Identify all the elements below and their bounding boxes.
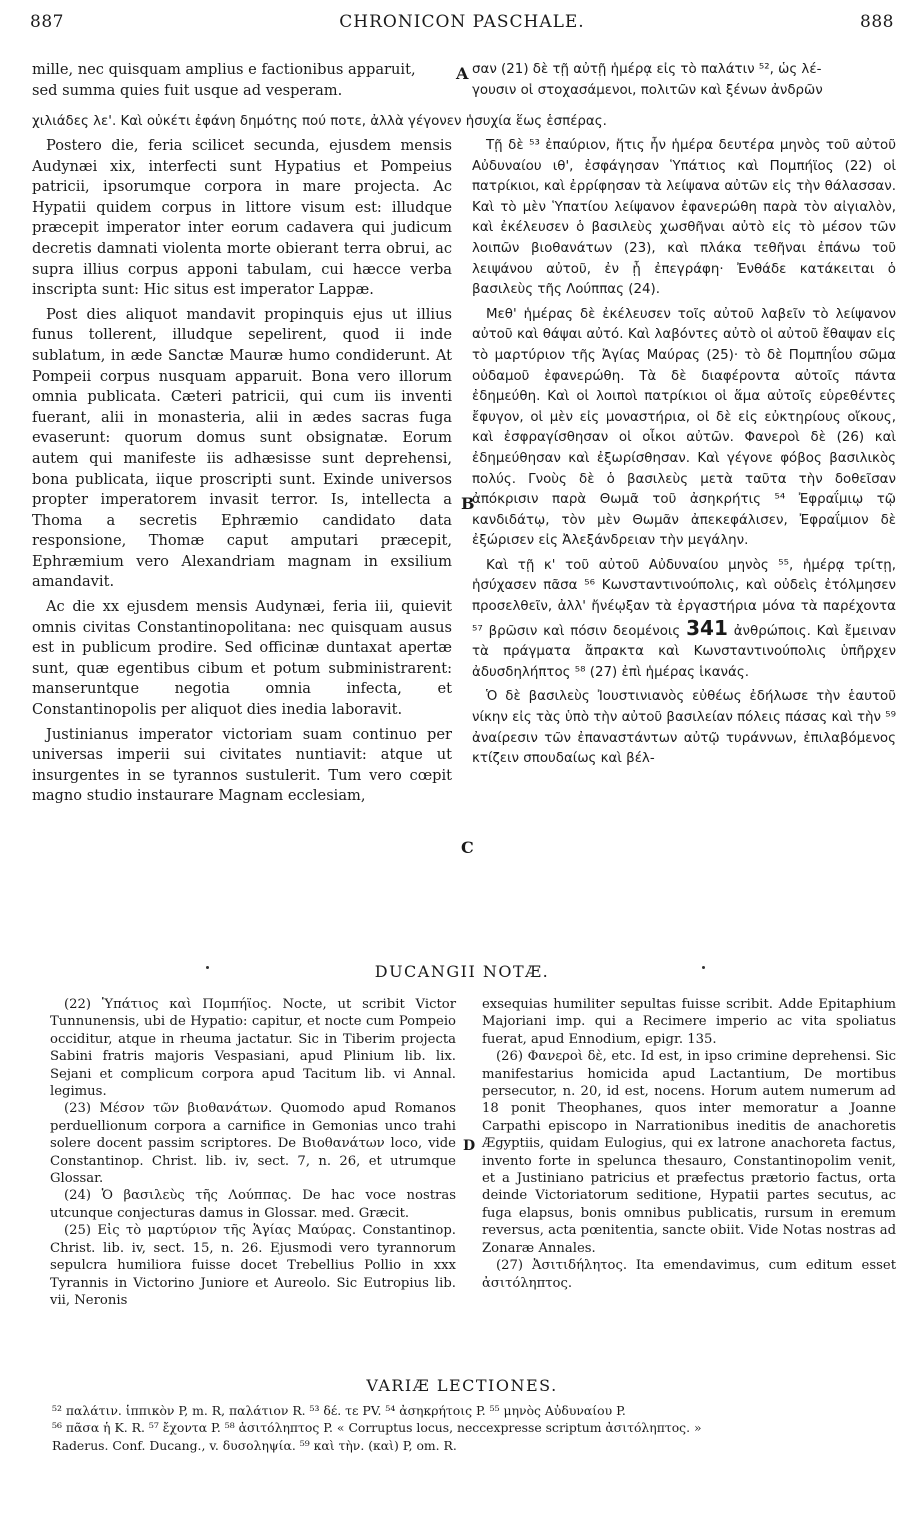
note-paragraph: (26) Φανεροὶ δὲ, etc. Id est, in ipso crimine deprehensi. Sic manifestarius homicida apud Lactantium, De mortibus persecutor, n. 20, id est, nocens. Horum autem numerum ad 18 ponit Theophanes, quos inter memoratur a Joanne Carpathi episcopo in Narrationibus ineditis de anachoretis Ægyptiis, quidam Eulogius, qui ex latrone anachoreta factus, invento forte in spelunca thesauro, Constantinopolim venit, et a Justiniano patricius et præfectus prætorio factus, orta deinde Victoriatorum seditione, Hypatii partes secutus, ac fuga elapsus, bonis omnibus publicatis, rursum in eremum reversus, acta pœnitentia, sancte obiit. Vide Notas nostras ad Zonaræ Annales. — [482, 1049, 897, 1256]
greek-line: γουσιν οἱ στοχασάμενοι, πολιτῶν καὶ ξένων ἀνδρῶν — [472, 82, 823, 98]
greek-paragraph — [472, 556, 896, 684]
variae-line: Raderus. Conf. Ducang., v. δυσοληψία. ⁵⁹ καὶ τὴν. (καὶ) P, om. R. — [52, 1437, 457, 1453]
variae-line: ⁵² παλάτιν. ἱππικὸν P, m. R, παλάτιον R. ⁵³ δέ. τε PV. ⁵⁴ ἀσηκρήτοις P. ⁵⁵ μηνὸς Αὐδυναίου P. — [52, 1403, 626, 1418]
greek-paragraph: Μεθ' ἡμέρας δὲ ἐκέλευσεν τοῖς αὐτοῦ λαβεῖν τὸ λείψανον αὐτοῦ καὶ θάψαι αὐτό. Καὶ λαβόντες αὐτὸ οἱ αὐτοῦ ἔθαψαν εἰς τὸ μαρτύριον τῆς Ἁγίας Μαύρας (25)· τὸ δὲ Πομπηΐου σῶμα οὐδαμοῦ ἐφανερώθη. Τὰ δὲ διαφέροντα αὐτοῖς πάντα ἐδημεύθη. Καὶ οἱ λοιποὶ πατρίκιοι οἱ ἅμα αὐτοῖς εὑρεθέντες ἔφυγον, οἱ μὲν εἰς μοναστήρια, οἱ δὲ εἰς εὐκτηρίους οἴκους, καὶ ἐσφραγίσθησαν οἱ οἶκοι αὐτῶν. Φανεροὶ δὲ (26) καὶ ἐδημεύθησαν καὶ ἐξωρίσθησαν. Καὶ γέγονε φόβος βασιλικὸς πολύς. Γνοὺς δὲ ὁ βασιλεὺς μετὰ ταῦτα τὴν δοθεῖσαν ἀπόκρισιν παρὰ Θωμᾶ τοῦ ἀσηκρήτις ⁵⁴ Ἐφραΐμιῳ τῷ κανδιδάτῳ, τὸν μὲν Θωμᾶν ἀπεκεφάλισεν, Ἐφραΐμιον δὲ ἐξώρισεν εἰς Ἀλεξάνδρειαν τὴν μεγάλην. — [472, 306, 896, 549]
note-paragraph: exsequias humiliter sepultas fuisse scribit. Adde Epitaphium Majoriani imp. qui a Recimere imperio ac vita spoliatus fuerat, apud Ennodium, epigr. 135. — [482, 997, 896, 1047]
variae-title: VARIÆ LECTIONES. — [366, 1376, 558, 1395]
greek-spanning-line: χιλιάδες λε'. Καὶ οὐκέτι ἐφάνη δημότης πού ποτε, ἀλλὰ γέγονεν ἡσυχία ἕως ἑσπέρας. — [32, 114, 607, 129]
page-title: CHRONICON PASCHALE. — [339, 12, 585, 32]
margin-letter-c: C — [461, 838, 474, 857]
greek-paragraph: Τῇ δὲ ⁵³ ἐπαύριον, ἥτις ἦν ἡμέρα δευτέρα μηνὸς τοῦ αὐτοῦ Αὐδυναίου ιθ', ἐσφάγησαν Ὑπάτιος καὶ Πομπήϊος (22) οἱ πατρίκιοι, καὶ ἐρρίφησαν τὰ λείψανα αὐτῶν εἰς τὴν θάλασσαν. Καὶ τὸ μὲν Ὑπατίου λείψανον ἐφανερώθη παρὰ τὸν αἰγιαλὸν, καὶ ἐκέλευσεν ὁ βασιλεὺς χωσθῆναι αὐτὸ εἰς τὸ μέσον τῶν λοιπῶν βιοθανάτων (23), καὶ πλάκα τεθῆναι ἐπάνω τοῦ λειψάνου αὐτοῦ, ἐν ᾗ ἐπεγράφη· Ἐνθάδε κατάκειται ὁ βασιλεὺς τῆς Λούππας (24). — [472, 138, 896, 298]
notes-title: DUCANGII NOTÆ. — [374, 962, 550, 981]
note-paragraph: (25) Εἰς τὸ μαρτύριον τῆς Ἁγίας Μαύρας. Constantinop. Christ. lib. iv, sect. 15, n. 26. Ejusmodi vero tyrannorum sepulcra humiliora fuisse docet Trebellius Pollio in xxx Tyrannis in Victorino Juniore et Aureolo. Sic Eutropius lib. vii, Neronis — [50, 1223, 456, 1308]
margin-letter-b: B — [461, 494, 475, 513]
variae-line: ⁵⁶ πᾶσα ἡ K. R. ⁵⁷ ἔχοντα P. ⁵⁸ ἀσιτόληπτος P. « Corruptus locus, neccexpresse scriptum ἀσιτόληπτος. » — [52, 1420, 702, 1436]
latin-paragraph: Postero die, feria scilicet secunda, ejusdem mensis Audynæi xix, interfecti sunt Hypatius et Pompeius patricii, ipsorumque corpora in mare projecta. Ac Hypatii quidem corpus in littore visum est: illudque præcepit imperator inter eorum cadavera qui judicum decretis damnati violenta morte obierant terra obrui, ac supra illius corpus apponi tabulam, cui hæcce verba inscripta sunt: Hic situs est imperator Lappæ. — [32, 137, 452, 299]
notes-right-column — [482, 996, 896, 1292]
latin-column — [32, 136, 452, 811]
variae-lectiones — [52, 1402, 894, 1454]
margin-letter-a: A — [456, 64, 469, 83]
margin-letter-d: D — [463, 1138, 476, 1154]
latin-paragraph: Justinianus imperator victoriam suam continuo per universas imperii sui civitates nuntiavit: atque ut insurgentes in se tyrannos sustulerit. Tum vero cœpit magno studio instaurare Magnam ecclesiam, — [32, 725, 452, 805]
note-paragraph: (27) Ἀσιτιδήλητος. Ita emendavimus, cum editum esset ἀσιτόληπτος. — [482, 1258, 896, 1291]
latin-line: sed summa quies fuit usque ad vesperam. — [32, 81, 343, 99]
greek-line: σαν (21) δὲ τῇ αὐτῇ ἡμέρᾳ εἰς τὸ παλάτιν ⁵², ὡς λέ- — [472, 62, 822, 77]
greek-column-top — [472, 60, 896, 105]
latin-line: mille, nec quisquam amplius e factionibus apparuit, — [32, 61, 416, 78]
page-number-left: 887 — [30, 12, 64, 32]
note-paragraph: (22) Ὑπάτιος καὶ Πομπήϊος. Nocte, ut scribit Victor Tunnunensis, ubi de Hypatio: capitur, et nocte cum Pompeio occiditur, atque in rheuma jactatur. Sic in Tiberim projecta Sabini fratris majoris Vespasiani, apud Plinium lib. lix. Sejani et complicum corpora apud Tacitum lib. vi Annal. legimus. — [50, 997, 456, 1100]
latin-paragraph: Post dies aliquot mandavit propinquis ejus ut illius funus tollerent, illudque sepelirent, quod ii inde sublatum, in æde Sanctæ Mauræ humo condiderunt. At Pompeii corpus nusquam apparuit. Bona vero illorum omnia publicata. Cæteri patricii, qui cum iis inventi fuerant, alii in monasteria, alii in ædes sacras fuga evaserunt: quorum domus sunt obsignatæ. Eorum autem qui manifeste iis adhæsisse sunt deprehensi, bona publicata, iique proscripti sunt. Exinde universos propter imperatorem invasit terror. Is, intellecta a Thoma a secretis Ephræmio candidato data responsione, Thomæ caput amputari præcepit, Ephræmium vero Alexandriam magnam in exsilium amandavit. — [32, 305, 452, 591]
running-header — [30, 12, 894, 38]
latin-column-top — [32, 60, 452, 105]
page-number-right: 888 — [860, 12, 894, 32]
folio-number: 341 — [686, 615, 728, 640]
greek-text: ἀνθρώποις. Καὶ ἔμειναν τὰ πράγματα ἄπρακτα καὶ Κωνσταντινούπολις ὑπῆρχεν ἀδυσδηλήπτος ⁵⁸ (27) ἐπὶ ἡμέρας ἱκανάς. — [472, 623, 896, 680]
greek-paragraph: Ὁ δὲ βασιλεὺς Ἰουστινιανὸς εὐθέως ἐδήλωσε τὴν ἑαυτοῦ νίκην εἰς τὰς ὑπὸ τὴν αὐτοῦ βασιλείαν πόλεις πάσας καὶ τὴν ⁵⁹ ἀναίρεσιν τῶν ἐπαναστάντων αὐτῷ τυράννων, ἐπιλαβόμενος κτίζειν σπουδαίως καὶ βέλ- — [472, 689, 896, 767]
latin-paragraph: Ac die xx ejusdem mensis Audynæi, feria iii, quievit omnis civitas Constantinopolitana: nec quisquam ausus est in publicum prodire. Sed officinæ duntaxat apertæ sunt, quæ egentibus cibum et potum subministrarent: manseruntque negotia omnia infecta, et Constantinopolis per aliquot dies inedia laboravit. — [32, 598, 452, 719]
note-paragraph: (23) Μέσον τῶν βιοθανάτων. Quomodo apud Romanos perduellionum corpora a carnifice in Gemonias unco trahi solere docent passim scriptores. De Βιοθανάτων loco, vide Constantinop. Christ. lib. iv, sect. 7, n. 26, et utrumque Glossar. — [50, 1101, 456, 1187]
greek-text: Καὶ τῇ κ' τοῦ αὐτοῦ Αὐδυναίου μηνὸς ⁵⁵, ἡμέρᾳ τρίτῃ, ἡσύχασεν πᾶσα ⁵⁶ Κωνσταντινούπολις, καὶ οὐδεὶς ἐτόλμησεν προσελθεῖν, ἀλλ' ἤνέῳξαν τὰ ἐργαστήρια μόνα τὰ παρέχοντα ⁵⁷ βρῶσιν καὶ πόσιν δεομένοις — [472, 557, 896, 639]
greek-column — [472, 136, 896, 774]
note-paragraph: (24) Ὁ βασιλεὺς τῆς Λούππας. De hac voce nostras utcunque conjecturas damus in Glossar. med. Græcit. — [50, 1188, 456, 1221]
notes-left-column — [50, 996, 456, 1309]
